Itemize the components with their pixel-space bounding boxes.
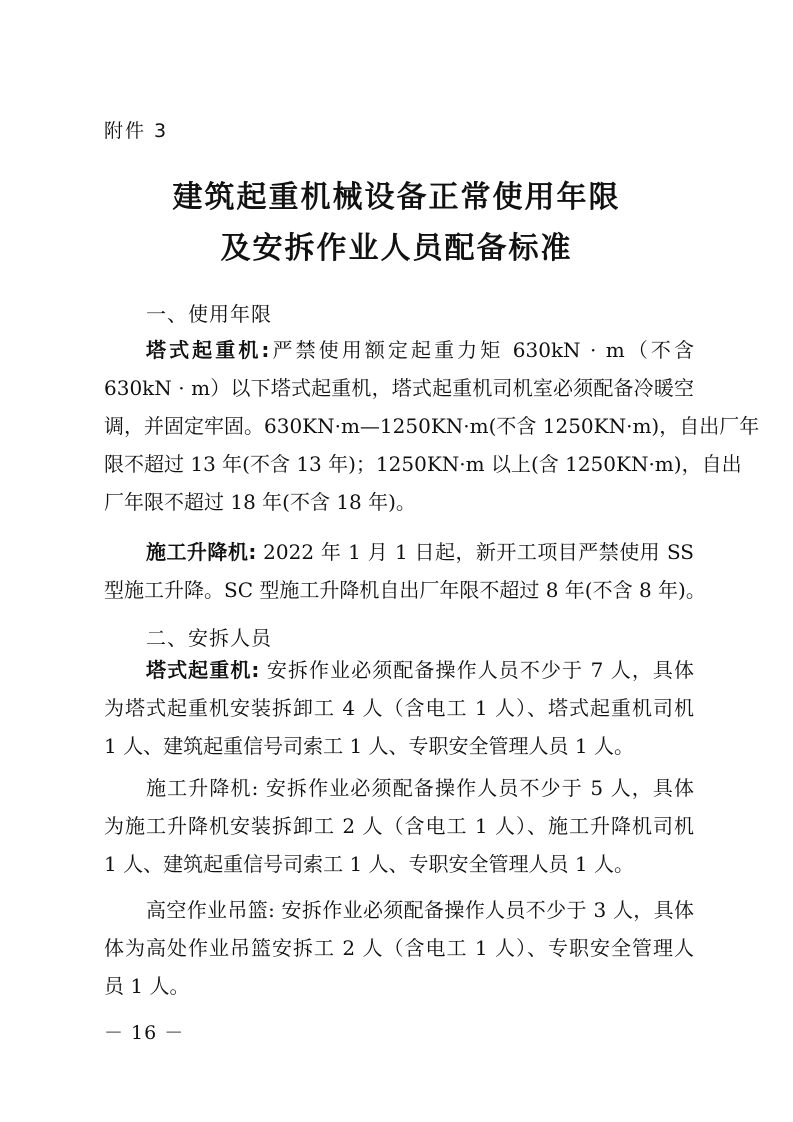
term-label: 施工升降机: <box>146 540 257 564</box>
paragraph-line: 1 人、建筑起重信号司索工 1 人、专职安全管理人员 1 人。 <box>104 734 634 758</box>
term-label: 塔式起重机: <box>146 338 270 362</box>
section-heading-usage-years: 一、使用年限 <box>146 302 272 326</box>
paragraph-line: 限不超过 13 年(不含 13 年)；1250KN·m 以上(含 1250KN·m)，自出 <box>104 452 742 476</box>
attachment-label: 附件 3 <box>104 120 169 142</box>
paragraph-line: 型施工升降。SC 型施工升降机自出厂年限不超过 8 年(不含 8 年)。 <box>104 578 706 602</box>
title-line-2: 及安拆作业人员配备标准 <box>220 231 573 266</box>
title-line-1: 建筑起重机械设备正常使用年限 <box>172 180 621 215</box>
paragraph-line: 调，并固定牢固。630KN·m—1250KN·m(不含 1250KN·m)，自出厂年 <box>104 414 760 438</box>
paragraph-line: 施工升降机: 安拆作业必须配备操作人员不少于 5 人，具体 <box>146 776 694 800</box>
paragraph-line: 施工升降机: 2022 年 1 月 1 日起，新开工项目严禁使用 SS <box>146 540 694 564</box>
paragraph-line: 塔式起重机: 安拆作业必须配备操作人员不少于 7 人，具体 <box>146 658 694 682</box>
paragraph-line: 塔式起重机:严禁使用额定起重力矩 630kN · m（不含 <box>146 338 695 362</box>
paragraph-line: 为施工升降机安装拆卸工 2 人（含电工 1 人）、施工升降机司机 <box>104 814 694 838</box>
paragraph-line: 1 人、建筑起重信号司索工 1 人、专职安全管理人员 1 人。 <box>104 852 634 876</box>
section-heading-personnel: 二、安拆人员 <box>146 626 272 650</box>
paragraph-line: 630kN · m）以下塔式起重机，塔式起重机司机室必须配备冷暖空 <box>104 376 694 400</box>
paragraph-line: 员 1 人。 <box>104 974 190 998</box>
paragraph-line: 体为高处作业吊篮安拆工 2 人（含电工 1 人）、专职安全管理人 <box>104 936 694 960</box>
paragraph-line: 高空作业吊篮: 安拆作业必须配备操作人员不少于 3 人，具体 <box>146 898 694 922</box>
paragraph-line: 为塔式起重机安装拆卸工 4 人（含电工 1 人）、塔式起重机司机 <box>104 696 694 720</box>
page-number: － 16 － <box>104 1022 185 1044</box>
term-label: 塔式起重机: <box>146 658 260 682</box>
paragraph-line: 厂年限不超过 18 年(不含 18 年)。 <box>104 490 416 514</box>
